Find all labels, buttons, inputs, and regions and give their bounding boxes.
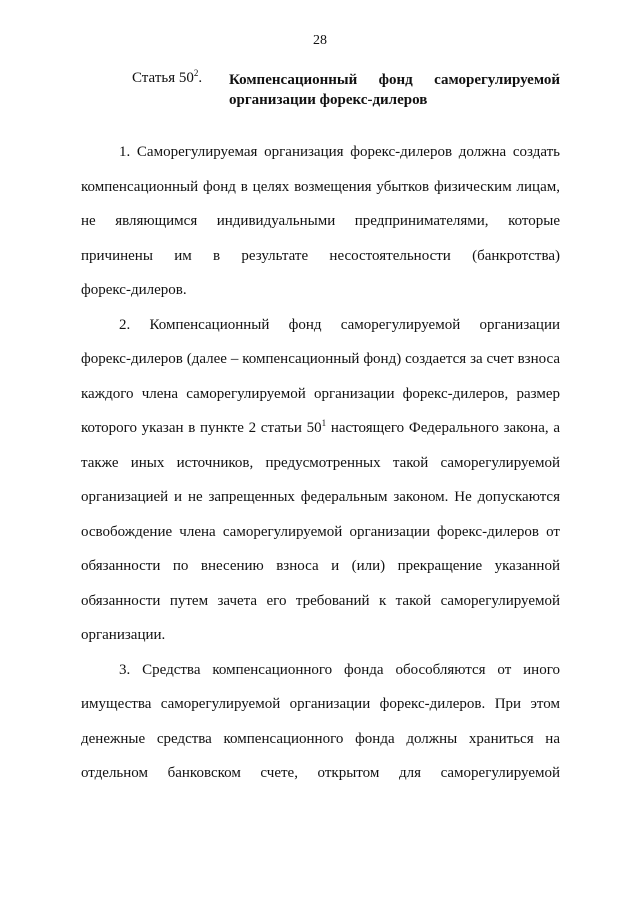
page-number: 28 (313, 33, 327, 48)
article-label (132, 70, 202, 87)
paragraph-2-line-10: организации. (81, 627, 166, 643)
paragraph-2-line-4-superscript: 1 (321, 418, 327, 428)
paragraph-3-line-1: 3. Средства компенсационного фонда обособляются от иного (119, 662, 560, 678)
paragraph-2-line-5: также иных источников, предусмотренных такой саморегулируемой (81, 455, 560, 471)
article-label-text: Статья 50 (132, 70, 194, 86)
paragraph-3-line-4: отдельном банковском счете, открытом для саморегулируемой (81, 765, 560, 781)
paragraph-1-line-1: 1. Саморегулируемая организация форекс-дилеров должна создать (119, 144, 560, 160)
paragraph-2-line-9: обязанности путем зачета его требований к такой саморегулируемой (81, 593, 560, 609)
article-title-line-1: Компенсационный фонд саморегулируемой (229, 72, 560, 88)
paragraph-3-line-2: имущества саморегулируемой организации форекс-дилеров. При этом (81, 696, 560, 712)
paragraph-2-line-4 (81, 418, 560, 438)
paragraph-1-line-5: форекс-дилеров. (81, 282, 187, 298)
paragraph-1-line-2: компенсационный фонд в целях возмещения убытков физическим лицам, (81, 179, 560, 195)
paragraph-2-line-6: организацией и не запрещенных федеральным законом. Не допускаются (81, 489, 560, 505)
article-label-suffix: . (198, 70, 203, 86)
paragraph-2-line-8: обязанности по внесению взноса и (или) прекращение указанной (81, 558, 560, 574)
paragraph-2-line-4-end: настоящего Федерального закона, а (326, 420, 560, 436)
paragraph-2-line-1: 2. Компенсационный фонд саморегулируемой организации (119, 317, 560, 333)
article-title (229, 70, 560, 110)
paragraph-1-line-4: причинены им в результате несостоятельности (банкротства) (81, 248, 560, 264)
paragraph-1-line-3: не являющимся индивидуальными предпринимателями, которые (81, 213, 560, 229)
paragraph-2-line-7: освобождение члена саморегулируемой организации форекс-дилеров от (81, 524, 560, 540)
paragraph-2-line-3: каждого члена саморегулируемой организации форекс-дилеров, размер (81, 386, 560, 402)
article-label-superscript: 2 (193, 68, 199, 78)
paragraph-2-line-2: форекс-дилеров (далее – компенсационный фонд) создается за счет взноса (81, 351, 560, 367)
article-title-line-2: организации форекс-дилеров (229, 92, 428, 108)
paragraph-2-line-4-start: которого указан в пункте 2 статьи 50 (81, 420, 322, 436)
paragraph-3-line-3: денежные средства компенсационного фонда должны храниться на (81, 731, 560, 747)
